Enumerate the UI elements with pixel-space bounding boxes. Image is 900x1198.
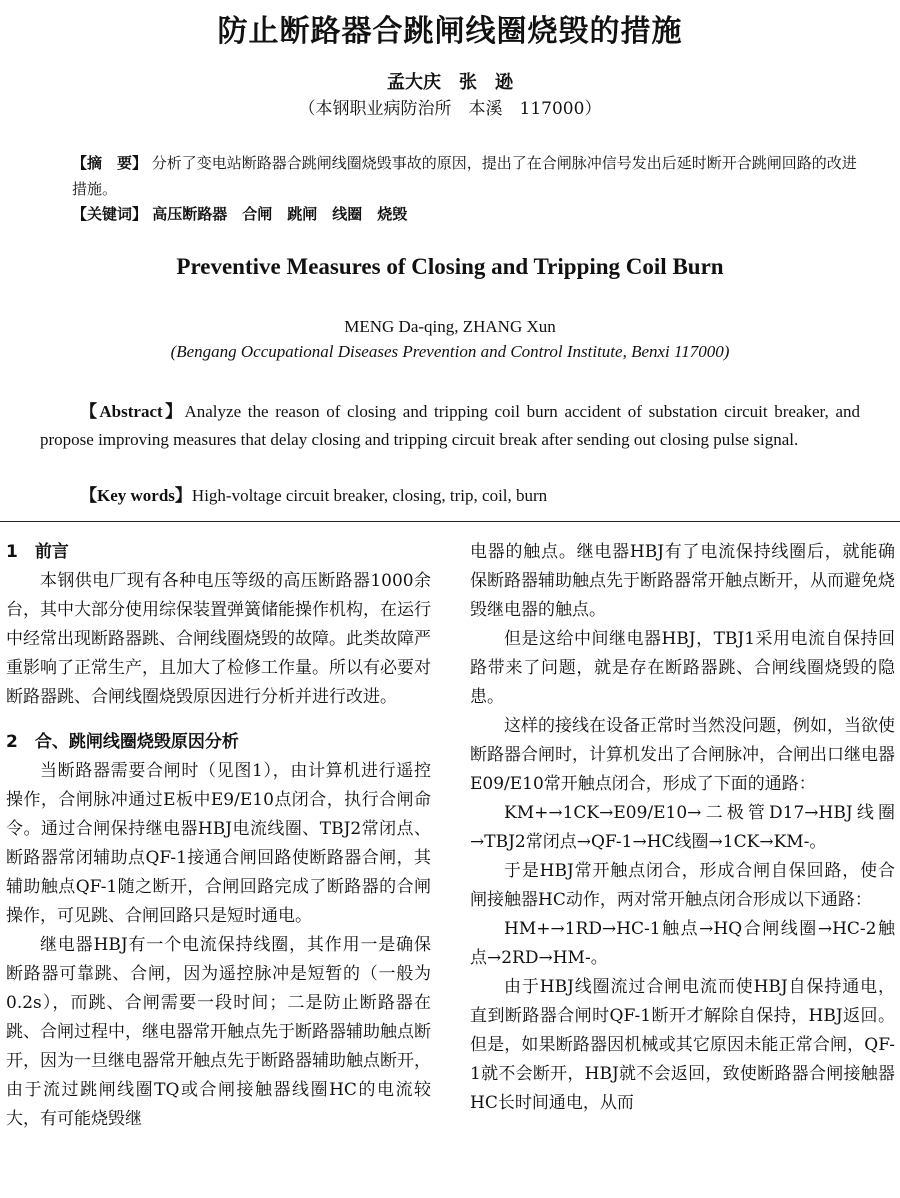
section-1-heading: 1 前言 [6, 542, 69, 562]
paragraph-self-hold: 于是HBJ常开触点闭合，形成合闸自保回路，使合闸接触器HC动作，两对常开触点闭合形成以下通路： [470, 861, 895, 910]
paragraph-failure: 由于HBJ线圈流过合闸电流而使HBJ自保持通电，直到断路器合闸时QF-1断开才解除自保持，HBJ返回。但是，如果断路器因机械或其它原因未能正常合闸，QF-1就不会断开，HBJ就不会返回，致使断路器合闸接触器HC长时间通电，从而 [470, 977, 895, 1113]
section-2-heading: 2 合、跳闸线圈烧毁原因分析 [6, 732, 239, 752]
authors-cn: 孟大庆 张 逊 [387, 72, 513, 93]
circuit-path-2: HM+→1RD→HC-1触点→HQ合闸线圈→HC-2触点→2RD→HM-。 [470, 919, 895, 968]
keywords-cn-text: 高压断路器 合闸 跳闸 线圈 烧毁 [152, 205, 408, 223]
paragraph-continued: 电器的触点。继电器HBJ有了电流保持线圈后，就能确保断路器辅助触点先于断路器常开触点断开，从而避免烧毁继电器的触点。 [470, 542, 895, 620]
right-column [470, 538, 895, 1118]
abstract-cn [72, 150, 862, 202]
spacer [6, 712, 431, 728]
keywords-cn-label: 【关键词】 [72, 205, 148, 223]
section-2-paragraph-1: 当断路器需要合闸时（见图1），由计算机进行遥控操作，合闸脉冲通过E板中E9/E10点闭合，执行合闸命令。通过合闸保持继电器HBJ电流线圈、TBJ2常闭点、断路器常闭辅助点QF-1接通合闸回路使断路器合闸，其辅助触点QF-1随之断开，合闸回路完成了断路器的合闸操作，可见跳、合闸回路只是短时通电。 [6, 761, 431, 926]
affiliation-cn: （本钢职业病防治所 本溪 117000） [298, 99, 602, 119]
section-2-paragraph-2: 继电器HBJ有一个电流保持线圈，其作用一是确保断路器可靠跳、合闸，因为遥控脉冲是短暂的（一般为0.2s），而跳、合闸需要一段时间；二是防止断路器在跳、合闸过程中，继电器常开触点先于断路器辅助触点断开，因为一旦继电器常开触点先于断路器辅助触点断开，由于流过跳闸线圈TQ或合闸接触器线圈HC的电流较大，有可能烧毁继 [6, 935, 431, 1129]
paper-title-en: Preventive Measures of Closing and Tripping Coil Burn [176, 254, 724, 279]
abstract-en-text: Analyze the reason of closing and tripping coil burn accident of substation circuit breaker, and propose improving measures that delay closing and tripping circuit break after sending out closing pulse signal. [40, 402, 860, 449]
circuit-path-1: KM+→1CK→E09/E10→二极管D17→HBJ线圈→TBJ2常闭点→QF-1→HC线圈→1CK→KM-。 [470, 803, 895, 852]
affiliation-en: (Bengang Occupational Diseases Prevention and Control Institute, Benxi 117000) [170, 342, 730, 361]
abstract-cn-text: 分析了变电站断路器合跳闸线圈烧毁事故的原因，提出了在合闸脉冲信号发出后延时断开合跳闸回路的改进措施。 [72, 154, 857, 198]
paragraph-hidden-danger: 但是这给中间继电器HBJ，TBJ1采用电流自保持回路带来了问题，就是存在断路器跳、合闸线圈烧毁的隐患。 [470, 629, 895, 707]
keywords-en [80, 481, 860, 506]
keywords-cn [72, 203, 862, 224]
section-1-paragraph: 本钢供电厂现有各种电压等级的高压断路器1000余台，其中大部分使用综保装置弹簧储能操作机构，在运行中经常出现断路器跳、合闸线圈烧毁的故障。此类故障严重影响了正常生产，且加大了检修工作量。所以有必要对断路器跳、合闸线圈烧毁原因进行分析并进行改进。 [6, 571, 431, 707]
left-column [6, 538, 431, 1134]
keywords-en-label: 【Key words】 [80, 486, 192, 505]
authors-en: MENG Da-qing, ZHANG Xun [344, 317, 556, 336]
abstract-en-label: 【Abstract】 [80, 402, 185, 421]
paper-title-cn: 防止断路器合跳闸线圈烧毁的措施 [217, 14, 683, 49]
abstract-cn-label: 【摘 要】 [72, 154, 148, 172]
abstract-en [40, 398, 860, 454]
paragraph-normal-operation: 这样的接线在设备正常时当然没问题，例如，当欲使断路器合闸时，计算机发出了合闸脉冲，合闸出口继电器E09/E10常开触点闭合，形成了下面的通路： [470, 716, 895, 794]
keywords-en-text: High-voltage circuit breaker, closing, trip, coil, burn [191, 486, 548, 505]
section-divider [0, 521, 900, 522]
